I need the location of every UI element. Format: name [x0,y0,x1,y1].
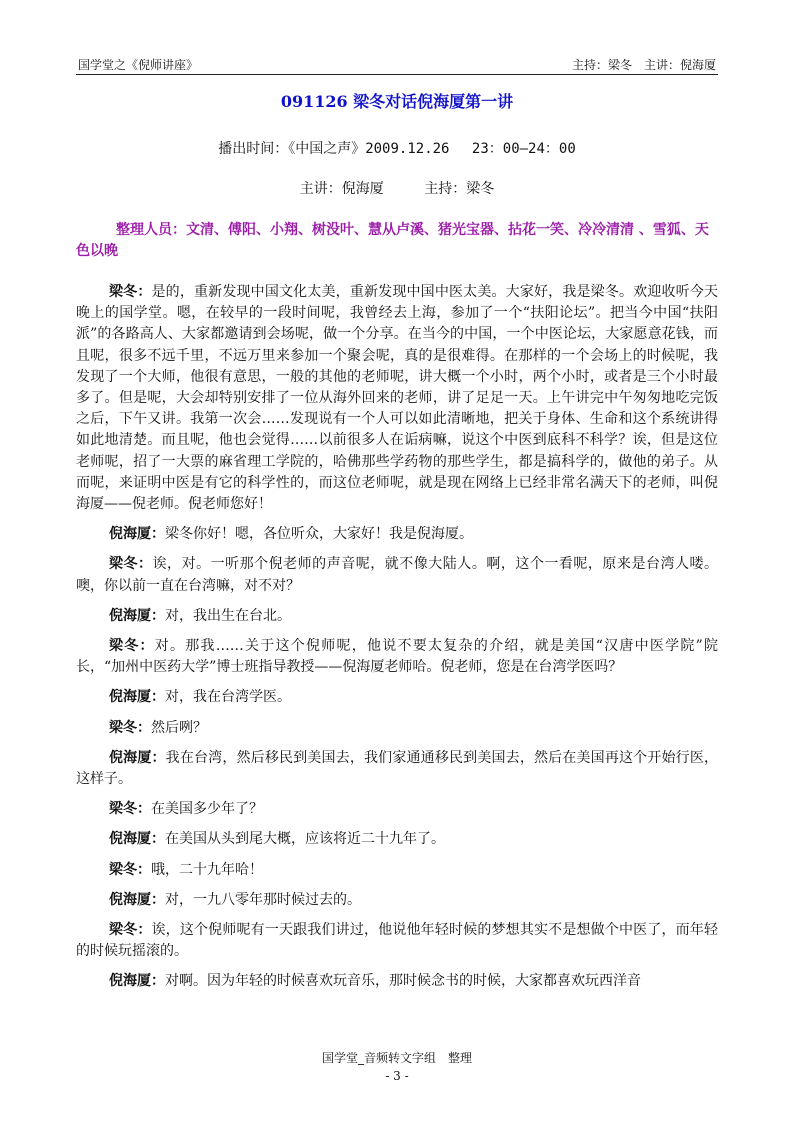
speech-text: 对，一九八零年那时候过去的。 [165,891,361,908]
dialogue-paragraph [76,524,718,545]
speaker-name: 倪海厦： [109,973,165,990]
speech-text: 在美国从头到尾大概，应该将近二十九年了。 [165,831,445,848]
dialogue-paragraph [76,636,718,678]
dialogue-paragraph [76,920,718,962]
speaker-name: 倪海厦： [109,607,165,624]
dialogue-body [76,282,718,1002]
organizers-list: 整理人员：文清、傅阳、小翔、树没叶、慧从卢溪、猪光宝器、拈花一笑、冷冷清清 、雪狐、天色以晚 [76,222,709,259]
dialogue-paragraph [76,606,718,627]
page-header [76,54,718,75]
speech-text: 对。那我……关于这个倪师呢，他说不要太复杂的介绍，就是美国“汉唐中医学院”院长，“加州中医药大学”博士班指导教授——倪海厦老师哈。倪老师，您是在台湾学医吗？ [76,638,719,676]
speech-text: 然后咧？ [151,719,207,736]
speaker-name: 倪海厦： [109,526,165,543]
speech-text: 在美国多少年了？ [151,801,263,818]
speaker-name: 倪海厦： [109,891,165,908]
speakers-info [0,178,794,198]
speech-text: 是的，重新发现中国文化太美，重新发现中国中医太美。大家好，我是梁冬。欢迎收听今天晚上的国学堂。嗯，在较早的一段时间呢，我曾经去上海，参加了一个“扶阳论坛”。把当今中国“扶阳派”的各路高人、大家都邀请到会场呢，做一个分享。在当今的中国，一个中医论坛，大家愿意花钱，而且呢，很多不远千里，不远万里来参加一个聚会呢，真的是很难得。在那样的一个会场上的时候呢，我发现了一个大师，他很有意思，一般的其他的老师呢，讲大概一个小时，两个小时，或者是三个小时最多了。但是呢，大会却特别安排了一位从海外回来的老师，讲了足足一天。上午讲完中午匆匆地吃完饭之后，下午又讲。我第一次会……发现说有一个人可以如此清晰地，把关于身体、生命和这个系统讲得如此地清楚。而且呢，他也会觉得……以前很多人在诟病嘛，说这个中医到底科不科学？诶，但是这位老师呢，招了一大票的麻省理工学院的，哈佛那些学药物的那些学生，都是搞科学的，做他的弟子。从而呢，来证明中医是有它的科学性的，而这位老师呢，就是现在网络上已经非常名满天下的老师，叫倪海厦——倪老师。倪老师您好！ [76,284,718,513]
speech-text: 哦，二十九年哈！ [151,861,263,878]
header-right-text: 主持：梁冬 主讲：倪海厦 [571,58,716,72]
broadcast-info: 播出时间：《中国之声》2009.12.26 23：00—24：00 [218,141,576,157]
dialogue-paragraph [76,718,718,739]
speaker-name: 梁冬： [109,922,152,939]
dialogue-paragraph [76,687,718,708]
speaker-name: 倪海厦： [109,689,165,706]
speaker-name: 倪海厦： [109,831,165,848]
dialogue-paragraph [76,554,718,596]
lecturer-label: 主讲：倪海厦 [299,181,384,197]
speech-text: 对啊。因为年轻的时候喜欢玩音乐，那时候念书的时候，大家都喜欢玩西洋音 [165,973,641,990]
host-label: 主持：梁冬 [424,181,495,197]
dialogue-paragraph [76,971,718,992]
page-number: - 3 - [385,1069,409,1083]
speaker-name: 梁冬： [109,638,155,655]
footer-organizer: 国学堂_音频转文字组 整理 [321,1051,472,1065]
speech-text: 我在台湾，然后移民到美国去，我们家通通移民到美国去，然后在美国再这个开始行医，这样子。 [76,749,719,788]
speaker-name: 倪海厦： [109,749,166,766]
document-title: 091126 梁冬对话倪海厦第一讲 [280,92,514,111]
speaker-name: 梁冬： [109,284,152,300]
dialogue-paragraph [76,829,718,850]
speech-text: 诶，对。一听那个倪老师的声音呢，就不像大陆人。啊，这个一看呢，原来是台湾人喽。噢，你以前一直在台湾嘛，对不对？ [76,556,719,594]
dialogue-paragraph [76,860,718,881]
speech-text: 对，我在台湾学医。 [165,689,291,706]
dialogue-paragraph [76,748,718,790]
dialogue-paragraph [76,799,718,820]
page-footer [0,1049,794,1085]
dialogue-paragraph [76,890,718,911]
speaker-name: 梁冬： [109,556,153,573]
speech-text: 诶，这个倪师呢有一天跟我们讲过，他说他年轻时候的梦想其实不是想做个中医了，而年轻的时候玩摇滚的。 [76,922,718,960]
speaker-name: 梁冬： [109,801,151,818]
dialogue-paragraph [76,282,718,515]
speaker-name: 梁冬： [109,719,151,736]
speaker-name: 梁冬： [109,861,151,878]
header-left-text: 国学堂之《倪师讲座》 [78,58,199,72]
speech-text: 对，我出生在台北。 [165,607,291,624]
speech-text: 梁冬你好！嗯，各位听众，大家好！我是倪海厦。 [165,526,473,543]
